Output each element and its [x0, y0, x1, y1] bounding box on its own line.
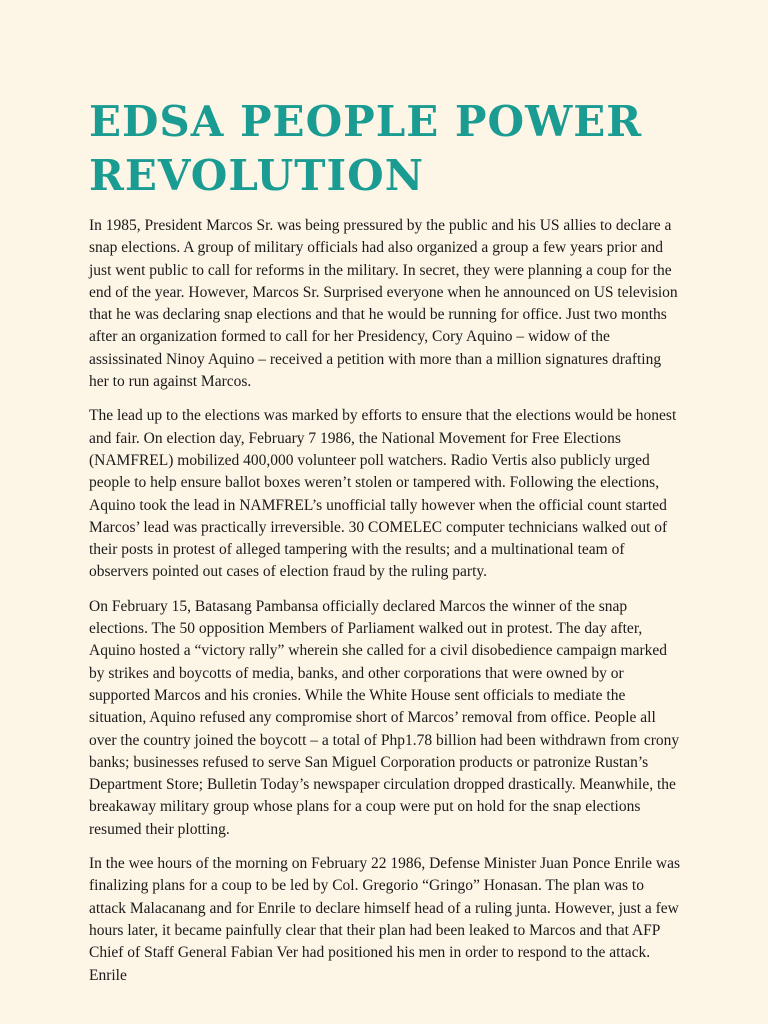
document-page: [89, 95, 681, 999]
article-body: [89, 215, 681, 987]
paragraph-4: In the wee hours of the morning on February 22 1986, Defense Minister Juan Ponce Enrile was finalizing plans for a coup to be led by Col. Gregorio “Gringo” Honasan. The plan was to attack Malacanang and for Enrile to declare himself head of a ruling junta. However, just a few hours later, it became painfully clear that their plan had been leaked to Marcos and that AFP Chief of Staff General Fabian Ver had positioned his men in order to respond to the attack. Enrile: [89, 855, 681, 984]
title-line-1: EDSA PEOPLE POWER: [89, 97, 643, 146]
paragraph-1: In 1985, President Marcos Sr. was being pressured by the public and his US allies to declare a snap elections. A group of military officials had also organized a group a few years prior and just went public to call for reforms in the military. In secret, they were planning a coup for the end of the year. However, Marcos Sr. Surprised everyone when he announced on US television that he was declaring snap elections and that he would be running for office. Just two months after an organization formed to call for her Presidency, Cory Aquino – widow of the assissinated Ninoy Aquino – received a petition with more than a million signatures drafting her to run against Marcos.: [89, 217, 678, 391]
paragraph-2: The lead up to the elections was marked by efforts to ensure that the elections would be honest and fair. On election day, February 7 1986, the National Movement for Free Elections (NAMFREL) mobilized 400,000 volunteer poll watchers. Radio Vertis also publicly urged people to help ensure ballot boxes weren’t stolen or tampered with. Following the elections, Aquino took the lead in NAMFREL’s unofficial tally however when the official count started Marcos’ lead was practically irreversible. 30 COMELEC computer technicians walked out of their posts in protest of alleged tampering with the results; and a multinational team of observers pointed out cases of election fraud by the ruling party.: [89, 407, 677, 581]
title-line-2: REVOLUTION: [89, 151, 425, 200]
page-title: [89, 95, 681, 203]
paragraph-3: On February 15, Batasang Pambansa officially declared Marcos the winner of the snap elections. The 50 opposition Members of Parliament walked out in protest. The day after, Aquino hosted a “victory rally” wherein she called for a civil disobedience campaign marked by strikes and boycotts of media, banks, and other corporations that were owned by or supported Marcos and his cronies. While the White House sent officials to mediate the situation, Aquino refused any compromise short of Marcos’ removal from office. People all over the country joined the boycott – a total of Php1.78 billion had been withdrawn from crony banks; businesses refused to serve San Miguel Corporation products or patronize Rustan’s Department Store; Bulletin Today’s newspaper circulation dropped drastically. Meanwhile, the breakaway military group whose plans for a coup were put on hold for the snap elections resumed their plotting.: [89, 597, 680, 838]
